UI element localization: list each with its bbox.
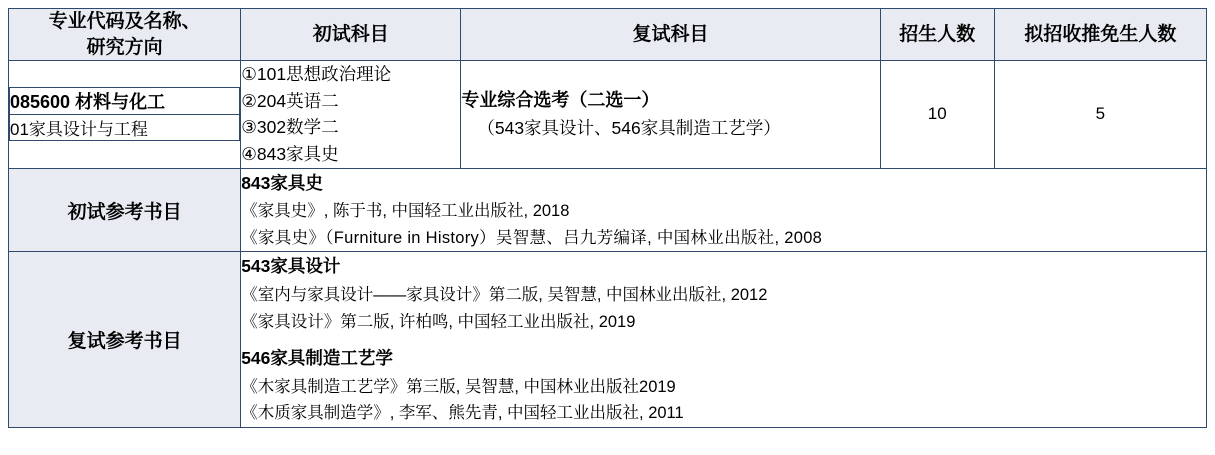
first-exam-book-line-1: 《家具史》, 陈于书, 中国轻工业出版社, 2018 — [241, 202, 570, 220]
program-code-row — [10, 88, 240, 115]
program-code-name: 085600 材料与化工 — [10, 88, 240, 115]
retest-books-label: 复试参考书目 — [9, 252, 241, 428]
first-exam-books-title: 843家具史 — [241, 172, 323, 193]
retest-book-group-1-line-1: 《室内与家具设计——家具设计》第二版, 吴智慧, 中国林业出版社, 2012 — [241, 285, 768, 304]
header-enrollment: 招生人数 — [880, 9, 994, 61]
first-exam-book-line-2: 《家具史》（Furniture in History）吴智慧、吕九芳编译, 中国林业出版社, 2008 — [241, 228, 823, 247]
header-major-code-line2: 研究方向 — [86, 36, 163, 58]
first-exam-books-cell — [241, 168, 1207, 252]
program-info-inner — [9, 87, 240, 141]
retest-subjects-cell — [461, 61, 880, 168]
header-recommended: 拟招收推免生人数 — [994, 9, 1206, 61]
enrollment-count: 10 — [880, 61, 994, 168]
program-row — [9, 61, 1207, 168]
retest-book-group-2-line-2: 《木质家具制造学》, 李军、熊先青, 中国轻工业出版社, 2011 — [241, 404, 684, 423]
first-exam-subjects-cell — [241, 61, 461, 168]
subject-line-1: ①101思想政治理论 — [241, 64, 392, 85]
header-first-exam: 初试科目 — [241, 9, 461, 61]
header-major-code-line1: 专业代码及名称、 — [48, 11, 201, 32]
program-direction-row — [10, 115, 240, 141]
retest-book-group-2-line-1: 《木家具制造工艺学》第三版, 吴智慧, 中国林业出版社2019 — [241, 377, 676, 396]
first-exam-books-row — [9, 168, 1207, 252]
retest-books-cell — [241, 252, 1207, 428]
header-major-code — [9, 9, 241, 61]
table-header-row — [9, 9, 1207, 61]
retest-book-group-1-line-2: 《家具设计》第二版, 许柏鸣, 中国轻工业出版社, 2019 — [241, 312, 636, 331]
subject-line-3: ③302数学二 — [241, 117, 339, 138]
subject-line-4: ④843家具史 — [241, 144, 339, 165]
program-direction: 01家具设计与工程 — [10, 115, 240, 141]
retest-subject-title: 专业综合选考（二选一） — [461, 90, 660, 111]
first-exam-books-label: 初试参考书目 — [9, 168, 241, 252]
recommended-count: 5 — [994, 61, 1206, 168]
retest-book-group-2-title: 546家具制造工艺学 — [241, 348, 393, 369]
retest-books-spacer — [241, 335, 1206, 344]
program-info-cell — [9, 61, 241, 168]
header-retest: 复试科目 — [461, 9, 880, 61]
retest-books-row — [9, 252, 1207, 428]
subject-line-2: ②204英语二 — [241, 90, 339, 111]
retest-subject-options: （543家具设计、546家具制造工艺学） — [477, 117, 781, 138]
admission-table — [8, 8, 1207, 428]
retest-book-group-1-title: 543家具设计 — [241, 256, 341, 277]
